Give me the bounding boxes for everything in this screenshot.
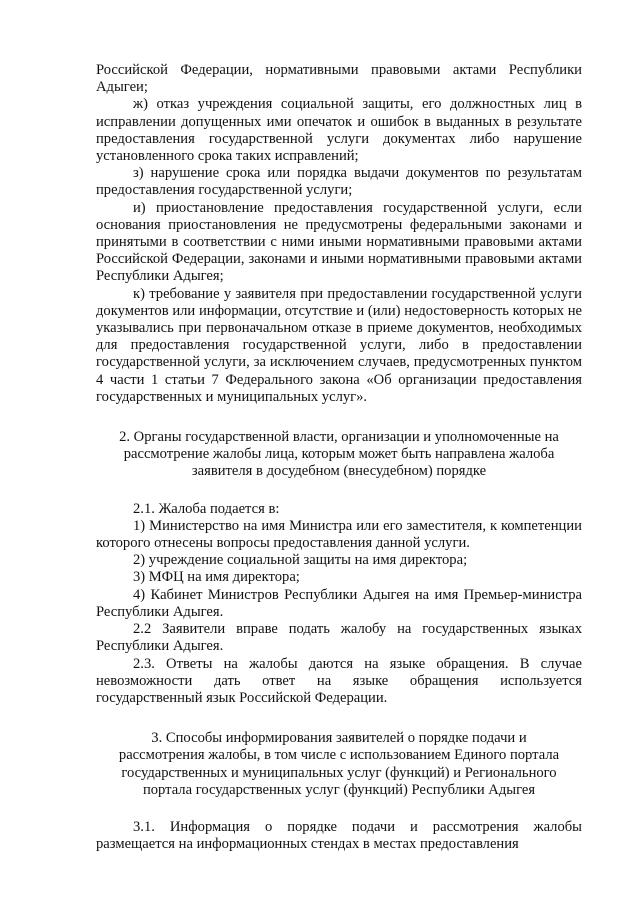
paragraph-2-1: 2.1. Жалоба подается в: xyxy=(133,500,280,517)
section-3-heading: 3. Способы информирования заявителей о порядке подачи и рассмотрения жалобы, в том числе с использованием Единого портала государственных и муниципальных услуг (функций) и Регионального портала государственных услуг (функций) Республики Адыгея xyxy=(118,730,560,798)
paragraph-2-2: 2.2 Заявители вправе подать жалобу на государственных языках Республики Адыгея. xyxy=(96,621,582,655)
spacer xyxy=(96,707,582,730)
paragraph-3-1: 3.1. Информация о порядке подачи и рассмотрения жалобы размещается на информационных стендах в местах предоставления xyxy=(96,818,582,853)
section-2-heading: 2. Органы государственной власти, организации и уполномоченные на рассмотрение жалобы лица, которым может быть направлена жалоба заявителя в досудебном (внесудебном) порядке xyxy=(119,429,559,480)
paragraph-2-1-item-3: 3) МФЦ на имя директора; xyxy=(133,569,300,586)
paragraph-2-3: 2.3. Ответы на жалобы даются на языке обращения. В случае невозможности дать ответ на языке обращения используется государственный язык Российской Федерации. xyxy=(96,655,582,706)
paragraph-2-1-item-2: 2) учреждение социальной защиты на имя директора; xyxy=(133,552,468,569)
item-i-paragraph: и) приостановление предоставления государственной услуги, если основания приостановления не предусмотрены федеральными законами и принятыми в соответствии с ними иными нормативными правовыми актами Российской Федерации, законами и иными нормативными правовыми актами Республики Адыгея; xyxy=(96,199,582,285)
paragraph-2-1-item-1: 1) Министерство на имя Министра или его заместителя, к компетенции которого отнесены вопросы предоставления данной услуги. xyxy=(96,517,582,552)
item-zh-paragraph: ж) отказ учреждения социальной защиты, его должностных лиц в исправлении допущенных ими опечаток и ошибок в выданных в результате предоставления государственной услуги документах либо нарушение установленного срока таких исправлений; xyxy=(96,96,582,165)
spacer xyxy=(96,406,582,429)
document-body xyxy=(96,62,582,853)
spacer xyxy=(96,799,582,819)
paragraph-2-1-item-4: 4) Кабинет Министров Республики Адыгея на имя Премьер-министра Республики Адыгея. xyxy=(96,586,582,620)
lead-paragraph: Российской Федерации, нормативными правовыми актами Республики Адыгеи; xyxy=(96,62,582,96)
spacer xyxy=(96,481,582,501)
item-k-paragraph: к) требование у заявителя при предоставлении государственной услуги документов или информации, отсутствие и (или) недостоверность которых не указывались при первоначальном отказе в приеме документов, необходимых для предоставления государственной услуги, либо в предоставлении государственной услуги, за исключением случаев, предусмотренных пунктом 4 части 1 статьи 7 Федерального закона «Об организации предоставления государственных и муниципальных услуг». xyxy=(96,285,582,405)
item-z-paragraph: з) нарушение срока или порядка выдачи документов по результатам предоставления государственной услуги; xyxy=(96,165,582,199)
